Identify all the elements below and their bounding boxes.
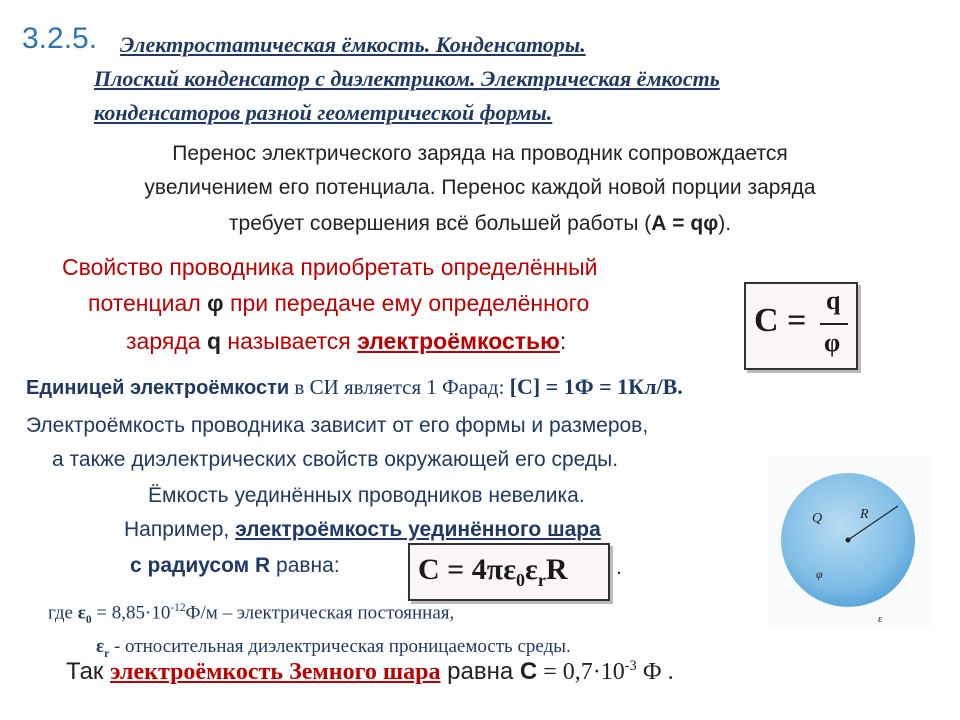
- section-number: 3.2.5.: [22, 22, 98, 55]
- depends-line-1: Электроёмкость проводника зависит от его формы и размеров,: [26, 414, 649, 437]
- sphere-capacitance-term: электроёмкость уединённого шара: [235, 518, 601, 541]
- formula-numerator: q: [826, 286, 841, 315]
- formula-part: R: [545, 553, 568, 586]
- where-text: - относительная диэлектрическая проницаемость среды.: [109, 636, 571, 657]
- definition-text: при передаче ему определённого: [223, 290, 590, 316]
- definition-text: заряда: [126, 328, 207, 354]
- fraction-bar: [820, 323, 848, 325]
- subscript-r: r: [104, 647, 110, 660]
- isolated-dot: .: [616, 556, 622, 579]
- work-formula: А = qφ: [651, 212, 719, 235]
- exponent: -3: [624, 658, 637, 674]
- sphere-formula: [418, 553, 568, 591]
- q-symbol: q: [206, 328, 221, 354]
- label-Q: Q: [812, 511, 823, 526]
- formula-denominator: φ: [824, 328, 841, 357]
- definition-text: потенциал: [88, 290, 208, 316]
- formula-part: ε: [525, 553, 538, 586]
- earth-text: Так: [66, 658, 111, 685]
- definition-text: называется: [221, 328, 358, 354]
- formula-part: C = 4πε: [418, 553, 517, 586]
- sphere-center: [846, 538, 851, 543]
- intro-line-3: [0, 212, 960, 236]
- radius-symbol: R: [255, 554, 271, 577]
- units-label: Единицей электроёмкости: [26, 377, 290, 399]
- label-epsilon: ε: [878, 613, 883, 625]
- earth-value: = 0,7·10: [537, 659, 625, 685]
- isolated-text: равна:: [270, 554, 340, 577]
- title-line-3: конденсаторов разной геометрической формы.: [94, 100, 553, 125]
- where-line-2: [96, 636, 571, 660]
- earth-text: равна: [440, 658, 520, 685]
- where-text: Ф/м – электрическая постоянная,: [185, 602, 455, 624]
- definition-line-3: [126, 328, 566, 355]
- depends-line-2: а также диэлектрических свойств окружающей его среды.: [52, 448, 619, 471]
- intro-close: ).: [718, 212, 732, 235]
- isolated-text: Например,: [124, 518, 236, 541]
- subscript-0: 0: [516, 570, 526, 590]
- definition-line-2: [88, 290, 589, 317]
- subscript-0: 0: [85, 614, 92, 627]
- colon: :: [559, 328, 567, 354]
- units-line: [26, 374, 683, 400]
- earth-capacitance-term: электроёмкость Земного шара: [110, 659, 441, 685]
- units-text: в СИ является 1 Фарад:: [289, 375, 510, 399]
- isolated-text: с радиусом: [130, 554, 256, 577]
- term-capacitance: электроёмкостью: [357, 328, 560, 354]
- intro-line-2: увеличением его потенциала. Перенос каждой новой порции заряда: [144, 176, 816, 199]
- capacitance-formula-box: [744, 282, 858, 370]
- isolated-line-1: Ёмкость уединённых проводников невелика.: [148, 484, 585, 507]
- earth-line: [66, 658, 674, 686]
- earth-unit: Ф .: [636, 659, 674, 685]
- where-text: = 8,85·10: [91, 602, 171, 624]
- formula-lhs: C =: [754, 302, 807, 339]
- exponent: -12: [170, 602, 186, 614]
- epsilon-symbol: ε: [77, 602, 86, 624]
- definition-line-1: Свойство проводника приобретать определённый: [62, 254, 598, 280]
- intro-line-1: Перенос электрического заряда на проводник сопровождается: [172, 142, 788, 165]
- sphere-formula-box: [408, 543, 610, 601]
- epsilon-symbol: ε: [96, 636, 105, 657]
- title-line-2: Плоский конденсатор с диэлектриком. Электрическая ёмкость: [94, 66, 720, 91]
- subscript-r: r: [537, 570, 546, 590]
- where-line-1: [48, 602, 454, 626]
- isolated-line-2: [124, 518, 601, 542]
- label-R: R: [860, 507, 869, 522]
- phi-symbol: φ: [207, 290, 224, 316]
- sphere-figure: [768, 456, 932, 628]
- intro-text: требует совершения всё большей работы (: [228, 212, 652, 235]
- title-line-1: Электростатическая ёмкость. Конденсаторы.: [120, 32, 586, 57]
- isolated-line-3: [130, 554, 340, 578]
- sphere-illustration: [768, 456, 932, 628]
- units-formula: [C] = 1Ф = 1Кл/В.: [509, 374, 683, 399]
- where-text: где: [48, 602, 78, 624]
- label-phi: φ: [816, 567, 823, 581]
- earth-c: C: [519, 658, 538, 685]
